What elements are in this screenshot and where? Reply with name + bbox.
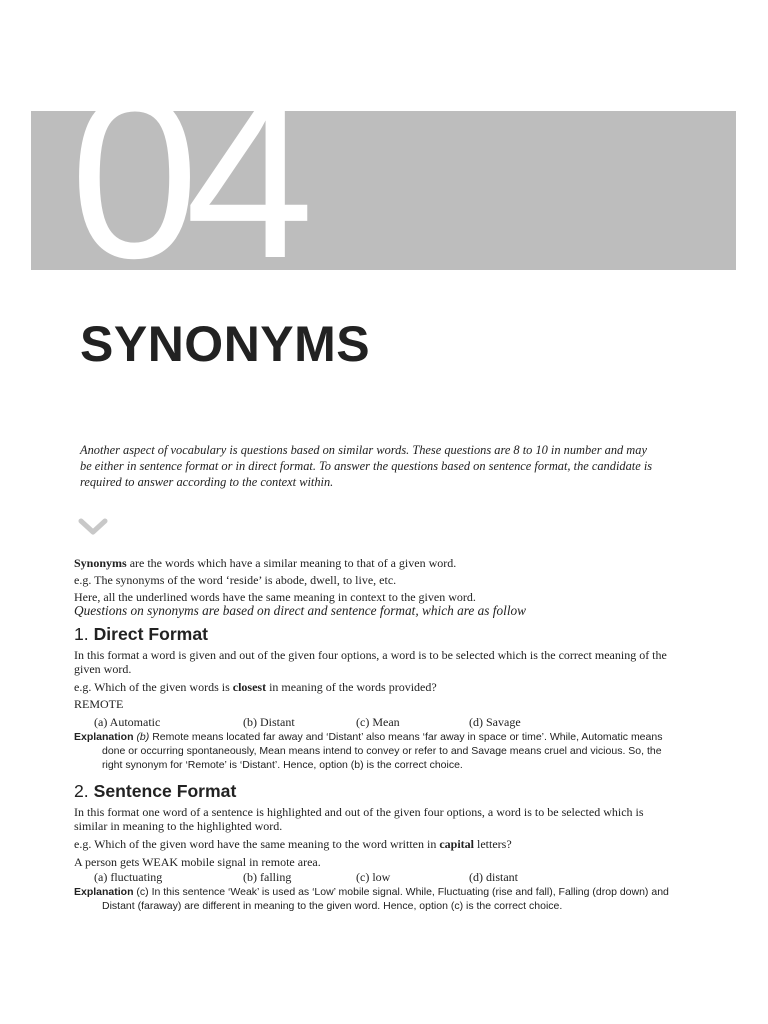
chevron-down-icon [78,517,108,537]
example-emphasis: closest [232,680,267,694]
explanation-label: Explanation [74,731,134,743]
section-number: 2. [74,781,89,801]
section-number: 1. [74,624,89,644]
chapter-number: 04 [70,48,301,307]
question-word: REMOTE [74,697,124,711]
question-sentence: A person gets WEAK mobile signal in remote area. [74,855,321,869]
explanation [74,730,674,772]
chapter-body [74,556,674,913]
explanation-text: Remote means located far away and ‘Distant’ also means ‘far away in space or time’. While, Automatic means done or occurring spontaneously, Mean means intend to convey or refer to and Savage means cruel and vicious. So, the right synonym for ‘Remote’ is ‘Distant’. Hence, option (b) is the correct choice. [102,731,663,771]
chapter-intro: Another aspect of vocabulary is questions based on similar words. These questions are 8 to 10 in number and may be either in sentence format or in direct format. To answer the questions based on sentence format, the candidate is required to answer according to the context within. [80,443,653,489]
definition-note: Here, all the underlined words have the same meaning in context to the given word. [74,590,476,604]
example-question [74,837,674,851]
option-b: (b) Distant [243,715,295,729]
example-emphasis: capital [439,837,475,851]
answer-options [94,869,674,885]
option-a: (a) Automatic [94,715,161,729]
definition-text: are the words which have a similar meaning to that of a given word. [126,556,457,570]
example-text: e.g. Which of the given words is [74,680,233,694]
definition-term: Synonyms [74,556,127,570]
answer-options [94,714,674,730]
example-question [74,680,674,694]
option-d: (d) distant [469,870,518,884]
explanation-option: (b) [136,731,150,743]
example-text: e.g. Which of the given word have the same meaning to the word written in [74,837,440,851]
section-title: Direct Format [93,624,208,644]
example-text-end: in meaning of the words provided? [266,680,437,694]
example-text-end: letters? [474,837,512,851]
chapter-title: SYNONYMS [80,316,371,372]
definition [74,556,674,570]
section-description: In this format a word is given and out of the given four options, a word is to be selected which is the correct meaning of the given word. [74,648,667,676]
definition-example: e.g. The synonyms of the word ‘reside’ is abode, dwell, to live, etc. [74,573,397,587]
section-lead: Questions on synonyms are based on direct and sentence format, which are as follow [74,603,527,618]
section-description: In this format one word of a sentence is highlighted and out of the given four options, a word is to be selected which is similar in meaning to the highlighted word. [74,805,644,833]
option-c: (c) Mean [356,715,400,729]
explanation-text: (c) In this sentence ‘Weak’ is used as ‘Low’ mobile signal. While, Fluctuating (rise and fall), Falling (drop down) and Distant (faraway) are different in meaning to the given word. Hence, option (c) is the correct choice. [102,886,669,912]
option-a: (a) fluctuating [94,870,163,884]
explanation-label: Explanation [74,886,134,898]
section-heading-sentence [74,781,674,801]
option-c: (c) low [356,870,391,884]
option-b: (b) falling [243,870,292,884]
option-d: (d) Savage [469,715,521,729]
explanation [74,885,674,913]
section-title: Sentence Format [93,781,237,801]
section-heading-direct [74,624,674,644]
